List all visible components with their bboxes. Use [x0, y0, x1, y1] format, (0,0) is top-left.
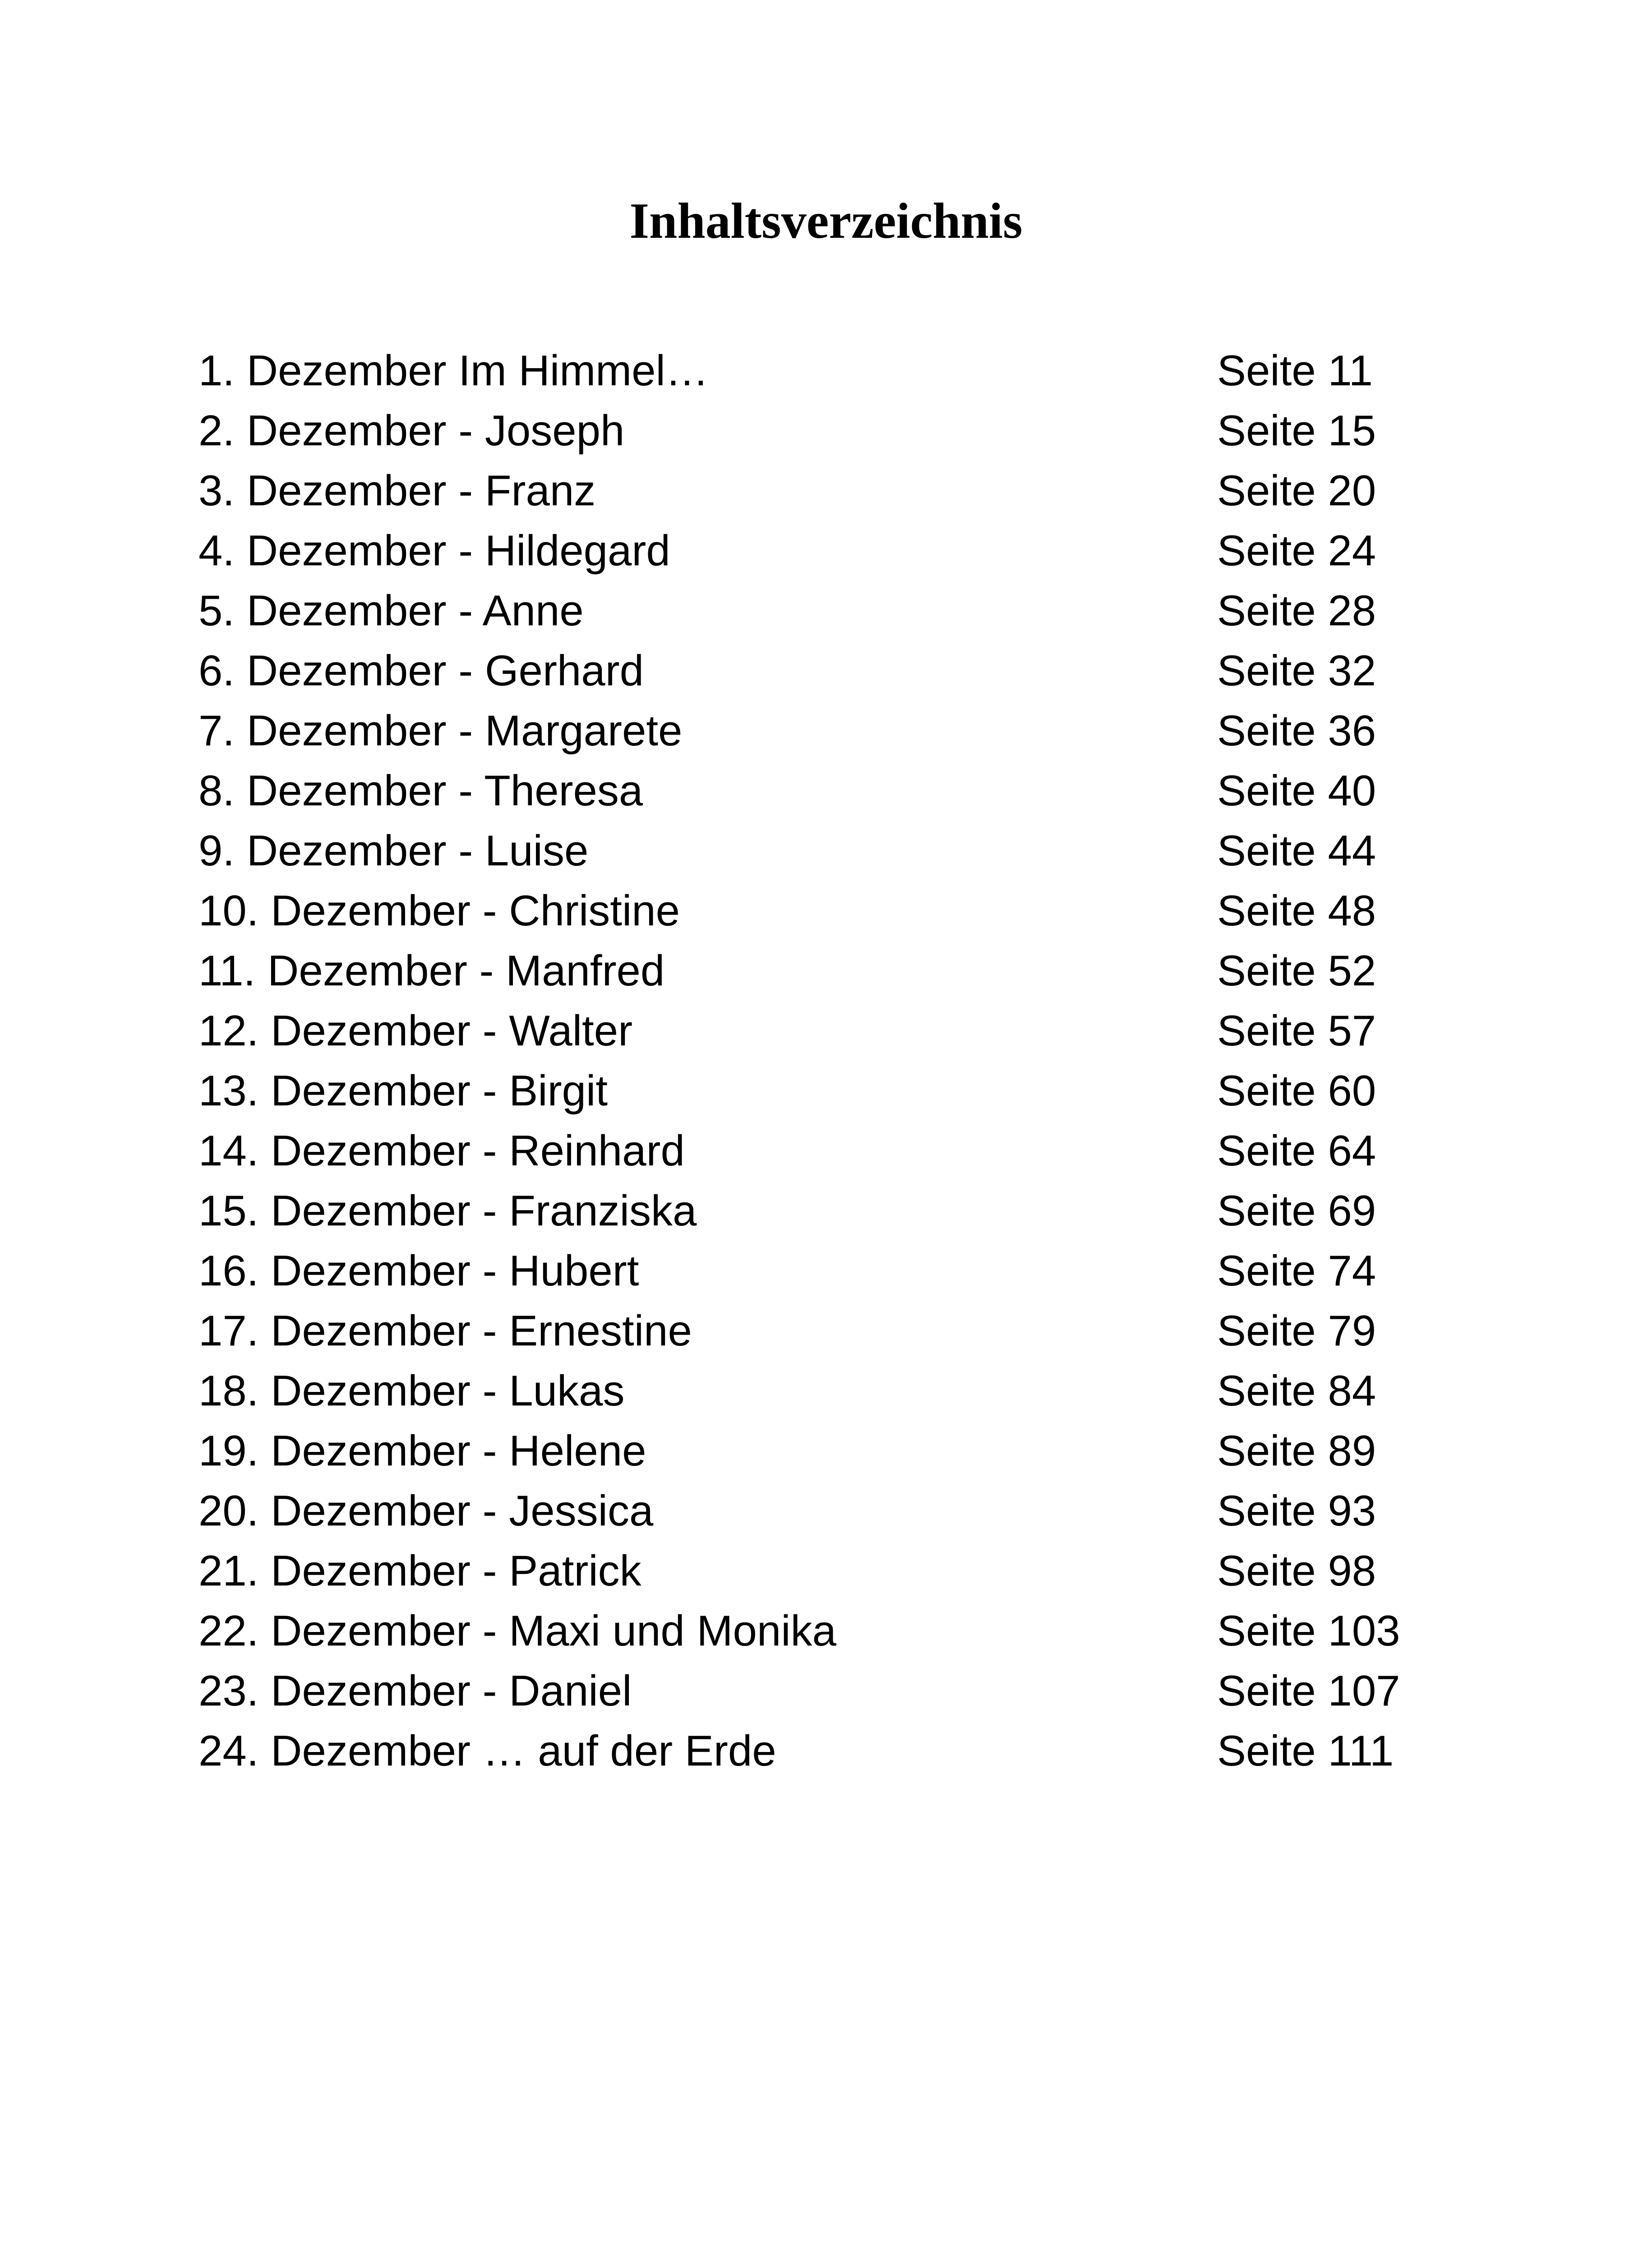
toc-entry-page-number: Seite 84 [1217, 1367, 1376, 1415]
toc-entry-page-number: Seite 69 [1217, 1187, 1376, 1235]
toc-entry-page-number: Seite 28 [1217, 587, 1376, 635]
toc-entry-page-number: Seite 74 [1217, 1247, 1376, 1295]
toc-entry [198, 701, 1462, 761]
toc-entry-title: 7. Dezember - Margarete [198, 707, 683, 755]
toc-entry-page-number: Seite 107 [1217, 1667, 1400, 1715]
toc-entry [198, 1421, 1462, 1481]
toc-entry-page-number: Seite 24 [1217, 527, 1376, 575]
toc-entry-page-number: Seite 52 [1217, 947, 1376, 995]
toc-entry-title: 23. Dezember - Daniel [198, 1667, 632, 1715]
toc-entry-page-number: Seite 111 [1217, 1727, 1394, 1775]
toc-entry-title: 5. Dezember - Anne [198, 587, 584, 635]
toc-entry-title: 13. Dezember - Birgit [198, 1067, 608, 1115]
toc-entry-title: 12. Dezember - Walter [198, 1007, 633, 1055]
toc-entry [198, 881, 1462, 941]
toc-entry-title: 8. Dezember - Theresa [198, 767, 643, 815]
toc-entry [198, 1481, 1462, 1541]
toc-entry-title: 19. Dezember - Helene [198, 1427, 646, 1475]
toc-entry-title: 2. Dezember - Joseph [198, 407, 625, 455]
toc-entry-page-number: Seite 44 [1217, 827, 1376, 875]
toc-entry-title: 17. Dezember - Ernestine [198, 1307, 692, 1355]
toc-entry [198, 1601, 1462, 1661]
toc-entry-title: 10. Dezember - Christine [198, 887, 680, 935]
toc-entry [198, 1361, 1462, 1421]
toc-entry-page-number: Seite 32 [1217, 647, 1376, 695]
toc-entry [198, 1181, 1462, 1241]
toc-entry [198, 461, 1462, 521]
toc-entry [198, 1061, 1462, 1121]
toc-entry-page-number: Seite 64 [1217, 1127, 1376, 1175]
toc-entry-title: 20. Dezember - Jessica [198, 1487, 654, 1535]
toc-entry [198, 761, 1462, 821]
toc-entry-page-number: Seite 89 [1217, 1427, 1376, 1475]
toc-entry-page-number: Seite 40 [1217, 767, 1376, 815]
toc-entry-title: 9. Dezember - Luise [198, 827, 589, 875]
toc-entry-page-number: Seite 20 [1217, 467, 1376, 515]
toc-entry-title: 4. Dezember - Hildegard [198, 527, 670, 575]
toc-entry [198, 1301, 1462, 1361]
toc-entry [198, 641, 1462, 701]
toc-entry-title: 1. Dezember Im Himmel… [198, 347, 709, 395]
toc-entry-page-number: Seite 36 [1217, 707, 1376, 755]
toc-entry-page-number: Seite 103 [1217, 1607, 1400, 1655]
toc-entry-page-number: Seite 93 [1217, 1487, 1376, 1535]
toc-entry-page-number: Seite 60 [1217, 1067, 1376, 1115]
toc-entry [198, 1721, 1462, 1781]
toc-entry-title: 15. Dezember - Franziska [198, 1187, 697, 1235]
toc-entry [198, 581, 1462, 641]
page-title: Inhaltsverzeichnis [629, 193, 1023, 249]
table-of-contents [198, 341, 1462, 1781]
toc-entry-page-number: Seite 79 [1217, 1307, 1376, 1355]
toc-entry-title: 24. Dezember … auf der Erde [198, 1727, 776, 1775]
toc-entry-title: 18. Dezember - Lukas [198, 1367, 625, 1415]
toc-entry-title: 3. Dezember - Franz [198, 467, 596, 515]
toc-entry-title: 22. Dezember - Maxi und Monika [198, 1607, 836, 1655]
toc-entry [198, 941, 1462, 1001]
toc-entry-title: 6. Dezember - Gerhard [198, 647, 644, 695]
toc-entry-title: 11. Dezember - Manfred [198, 947, 665, 995]
toc-entry [198, 1241, 1462, 1301]
toc-entry [198, 341, 1462, 401]
toc-entry [198, 1541, 1462, 1601]
toc-entry-title: 16. Dezember - Hubert [198, 1247, 639, 1295]
toc-entry-page-number: Seite 11 [1217, 347, 1373, 395]
toc-entry [198, 1121, 1462, 1181]
toc-entry-page-number: Seite 15 [1217, 407, 1376, 455]
toc-entry-page-number: Seite 98 [1217, 1547, 1376, 1595]
toc-entry [198, 521, 1462, 581]
toc-entry [198, 401, 1462, 461]
toc-entry [198, 1001, 1462, 1061]
toc-entry [198, 821, 1462, 881]
toc-entry-title: 14. Dezember - Reinhard [198, 1127, 685, 1175]
toc-entry-title: 21. Dezember - Patrick [198, 1547, 641, 1595]
toc-entry-page-number: Seite 48 [1217, 887, 1376, 935]
toc-entry-page-number: Seite 57 [1217, 1007, 1376, 1055]
toc-entry [198, 1661, 1462, 1721]
